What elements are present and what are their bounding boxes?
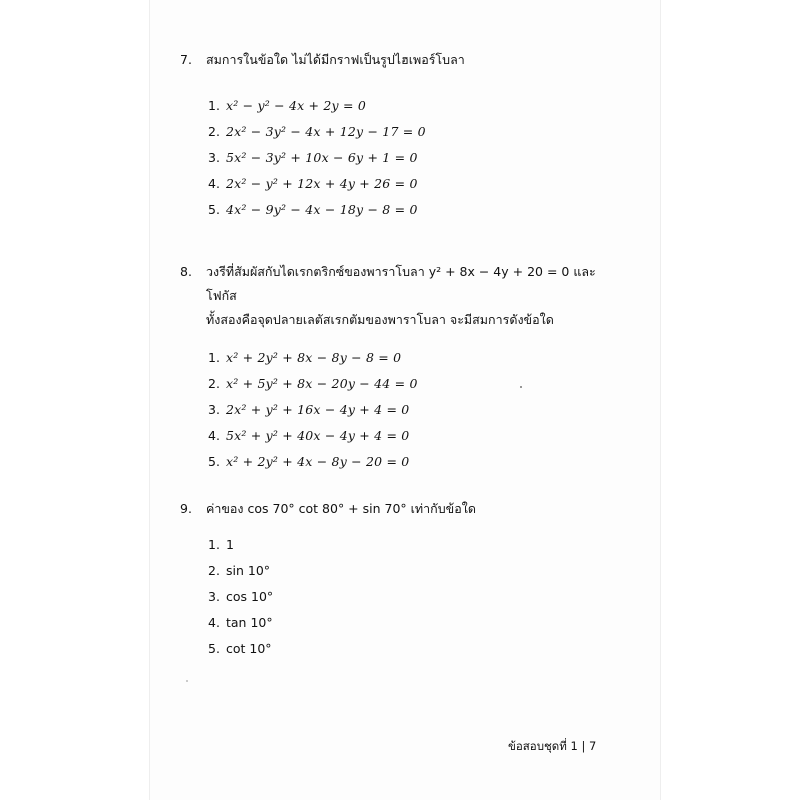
option-1 xyxy=(208,344,600,370)
option-number: 5. xyxy=(208,640,220,656)
option-text: tan 10° xyxy=(226,614,273,630)
option-text: x² + 5y² + 8x − 20y − 44 = 0 xyxy=(226,375,418,391)
option-1 xyxy=(208,92,600,118)
question-text-block xyxy=(206,260,600,332)
option-text: cos 10° xyxy=(226,588,274,604)
option-text: 2x² + y² + 16x − 4y + 4 = 0 xyxy=(226,401,410,417)
page-number: 7 xyxy=(589,739,597,753)
option-5 xyxy=(208,635,600,661)
question-text: สมการในข้อใด ไม่ได้มีกราฟเป็นรูปไฮเพอร์โบลา xyxy=(206,52,465,67)
option-4 xyxy=(208,609,600,635)
option-4 xyxy=(208,170,600,196)
option-number: 5. xyxy=(208,453,220,469)
option-text: x² + 2y² + 8x − 8y − 8 = 0 xyxy=(226,349,402,365)
option-text: x² − y² − 4x + 2y = 0 xyxy=(226,97,366,113)
option-number: 2. xyxy=(208,562,220,578)
option-text: 2x² − 3y² − 4x + 12y − 17 = 0 xyxy=(226,123,426,139)
option-text: 5x² − 3y² + 10x − 6y + 1 = 0 xyxy=(226,149,418,165)
option-text: 4x² − 9y² − 4x − 18y − 8 = 0 xyxy=(226,201,418,217)
option-number: 3. xyxy=(208,401,220,417)
option-text: 1 xyxy=(226,536,234,552)
option-text: 2x² − y² + 12x + 4y + 26 = 0 xyxy=(226,175,418,191)
option-text: cot 10° xyxy=(226,640,272,656)
option-number: 1. xyxy=(208,97,220,113)
option-number: 4. xyxy=(208,427,220,443)
question-8 xyxy=(180,260,600,474)
option-number: 2. xyxy=(208,123,220,139)
option-3 xyxy=(208,144,600,170)
question-number: 7. xyxy=(180,52,192,67)
option-4 xyxy=(208,422,600,448)
option-list xyxy=(180,92,600,222)
option-number: 1. xyxy=(208,536,220,552)
option-text: x² + 2y² + 4x − 8y − 20 = 0 xyxy=(226,453,410,469)
question-text: ค่าของ cos 70° cot 80° + sin 70° เท่ากับข้อใด xyxy=(206,501,476,516)
question-7 xyxy=(180,48,600,222)
option-3 xyxy=(208,396,600,422)
question-text: วงรีที่สัมผัสกับไดเรกตริกซ์ของพาราโบลา y² + 8x − 4y + 20 = 0 และโฟกัส xyxy=(206,264,596,303)
option-2 xyxy=(208,557,600,583)
option-text: 5x² + y² + 40x − 4y + 4 = 0 xyxy=(226,427,410,443)
option-number: 5. xyxy=(208,201,220,217)
option-number: 4. xyxy=(208,614,220,630)
question-text-line-2: ทั้งสองคือจุดปลายเลตัสเรกตัมของพาราโบลา จะมีสมการดังข้อใด xyxy=(206,312,554,327)
option-number: 2. xyxy=(208,375,220,391)
option-text: sin 10° xyxy=(226,562,271,578)
option-number: 4. xyxy=(208,175,220,191)
option-2 xyxy=(208,370,600,396)
footer-label: ข้อสอบชุดที่ 1 xyxy=(508,739,578,753)
page-footer xyxy=(508,738,596,756)
option-1 xyxy=(208,531,600,557)
question-9 xyxy=(180,497,600,661)
option-5 xyxy=(208,448,600,474)
footer-separator: | xyxy=(577,739,590,753)
question-number: 8. xyxy=(180,264,192,279)
option-number: 3. xyxy=(208,149,220,165)
option-number: 3. xyxy=(208,588,220,604)
option-number: 1. xyxy=(208,349,220,365)
question-number: 9. xyxy=(180,501,192,516)
option-2 xyxy=(208,118,600,144)
option-list xyxy=(180,531,600,661)
option-5 xyxy=(208,196,600,222)
option-list xyxy=(180,344,600,474)
paper-speck xyxy=(186,680,188,682)
option-3 xyxy=(208,583,600,609)
paper-speck xyxy=(520,386,522,388)
